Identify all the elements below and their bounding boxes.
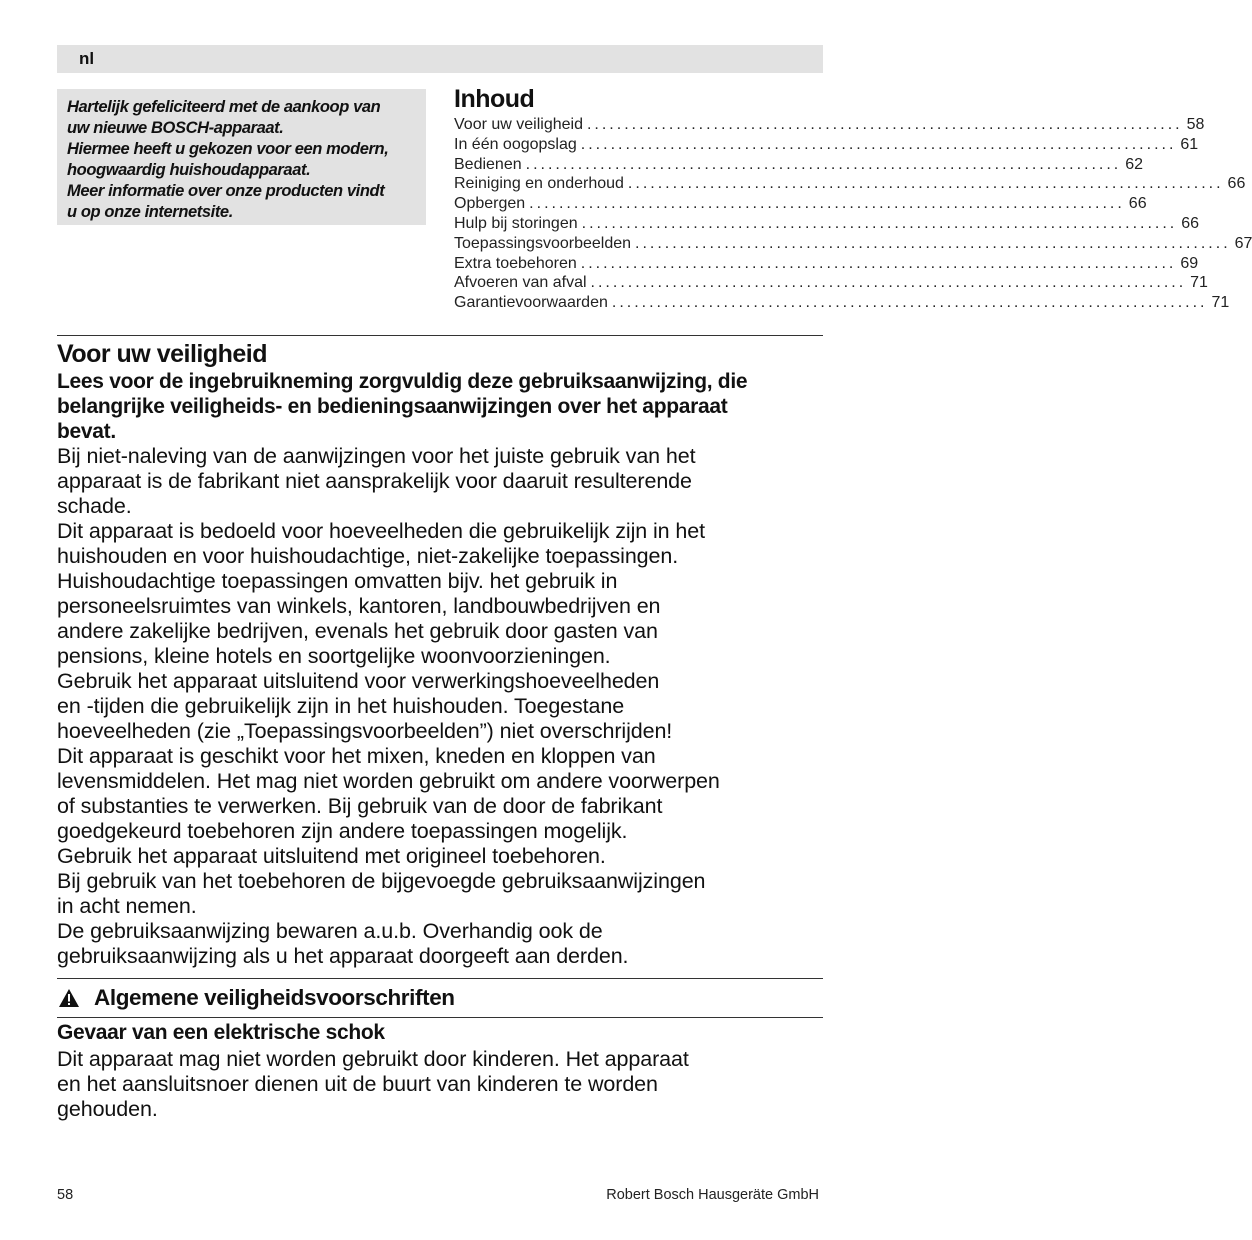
body-line: levensmiddelen. Het mag niet worden gebruikt om andere voorwerpen xyxy=(57,769,720,793)
intro-box xyxy=(57,89,426,225)
divider xyxy=(57,978,823,979)
toc-dot-leader: ................................................................................ xyxy=(525,155,1122,173)
toc-list xyxy=(454,115,1252,313)
toc-item-label: In één oogopslag xyxy=(454,135,577,153)
toc-dot-leader: ................................................................................ xyxy=(611,294,1208,312)
intro-line: hoogwaardig huishoudapparaat. xyxy=(67,161,311,179)
table-of-contents xyxy=(454,84,1252,313)
body-line: en het aansluitsnoer dienen uit de buurt van kinderen te worden xyxy=(57,1072,658,1096)
lead-line: Lees voor de ingebruikneming zorgvuldig deze gebruiksaanwijzing, die xyxy=(57,370,748,393)
body-line: Dit apparaat is geschikt voor het mixen, kneden en kloppen van xyxy=(57,744,656,768)
toc-item-label: Opbergen xyxy=(454,195,526,213)
toc-item-label: Voor uw veiligheid xyxy=(454,116,583,133)
toc-item-label: Hulp bij storingen xyxy=(454,214,578,232)
toc-item-label: Extra toebehoren xyxy=(454,254,577,272)
lead-line: belangrijke veiligheids- en bedieningsaanwijzingen over het apparaat xyxy=(57,395,728,418)
body-line: Gebruik het apparaat uitsluitend met origineel toebehoren. xyxy=(57,844,606,868)
toc-item xyxy=(454,234,1252,254)
toc-dot-leader: ................................................................................ xyxy=(635,234,1231,252)
toc-item-label: Bedienen xyxy=(454,155,522,173)
body-line: en -tijden die gebruikelijk zijn in het huishouden. Toegestane xyxy=(57,694,625,718)
toc-dot-leader: ................................................................................ xyxy=(580,135,1177,153)
section-title: Voor uw veiligheid xyxy=(57,340,268,368)
warning-icon xyxy=(58,988,80,1008)
toc-item-page: 66 xyxy=(1181,214,1200,232)
toc-item-page: 71 xyxy=(1190,274,1208,292)
body-line: Bij niet-naleving van de aanwijzingen voor het juiste gebruik van het xyxy=(57,444,696,468)
toc-item-page: 62 xyxy=(1125,155,1144,173)
toc-item-label: Afvoeren van afval xyxy=(454,274,587,292)
warning-heading xyxy=(57,984,823,1012)
toc-item-page: 66 xyxy=(1128,195,1147,213)
body-line: pensions, kleine hotels en soortgelijke woonvoorzieningen. xyxy=(57,644,611,668)
toc-item xyxy=(454,155,1144,175)
toc-item-label: Reiniging en onderhoud xyxy=(454,175,624,193)
general-section xyxy=(57,984,823,1012)
body-line: huishouden en voor huishoudachtige, niet-zakelijke toepassingen. xyxy=(57,544,679,568)
body-line: goedgekeurd toebehoren zijn andere toepassingen mogelijk. xyxy=(57,819,628,843)
toc-dot-leader: ................................................................................ xyxy=(627,175,1224,193)
body-line: gebruiksaanwijzing als u het apparaat doorgeeft aan derden. xyxy=(57,944,629,968)
toc-dot-leader: ................................................................................ xyxy=(581,214,1178,232)
intro-line: Hiermee heeft u gekozen voor een modern, xyxy=(67,140,389,158)
body-line: personeelsruimtes van winkels, kantoren, landbouwbedrijven en xyxy=(57,594,661,618)
body-line: of substanties te verwerken. Bij gebruik van de door de fabrikant xyxy=(57,794,663,818)
toc-dot-leader: ................................................................................ xyxy=(529,195,1125,213)
body-line: gehouden. xyxy=(57,1097,158,1121)
toc-title: Inhoud xyxy=(454,85,535,113)
toc-item-page: 61 xyxy=(1180,135,1199,153)
intro-line: u op onze internetsite. xyxy=(67,203,233,221)
page-footer xyxy=(57,1187,823,1207)
safety-body xyxy=(57,444,823,969)
body-line: Dit apparaat mag niet worden gebruikt door kinderen. Het apparaat xyxy=(57,1047,689,1071)
warning-title-text: Algemene veiligheidsvoorschriften xyxy=(94,985,455,1010)
body-line: Huishoudachtige toepassingen omvatten bijv. het gebruik in xyxy=(57,569,618,593)
body-line: Dit apparaat is bedoeld voor hoeveelheden die gebruikelijk zijn in het xyxy=(57,519,705,543)
toc-item xyxy=(454,214,1200,234)
toc-item xyxy=(454,194,1147,214)
toc-dot-leader: ................................................................................ xyxy=(586,116,1183,133)
body-line: in acht nemen. xyxy=(57,894,197,918)
body-line: Gebruik het apparaat uitsluitend voor verwerkingshoeveelheden xyxy=(57,669,660,693)
body-line: Bij gebruik van het toebehoren de bijgevoegde gebruiksaanwijzingen xyxy=(57,869,706,893)
toc-item-label: Garantievoorwaarden xyxy=(454,294,608,312)
toc-item-page: 71 xyxy=(1211,294,1230,312)
page-number: 58 xyxy=(57,1187,74,1203)
body-line: andere zakelijke bedrijven, evenals het gebruik door gasten van xyxy=(57,619,658,643)
safety-section xyxy=(57,341,823,969)
toc-dot-leader: ................................................................................ xyxy=(580,254,1177,272)
toc-item-label: Toepassingsvoorbeelden xyxy=(454,234,632,252)
toc-dot-leader: ................................................................................ xyxy=(590,274,1187,292)
body-line: De gebruiksaanwijzing bewaren a.u.b. Overhandig ook de xyxy=(57,919,603,943)
divider xyxy=(57,1017,823,1018)
toc-item xyxy=(454,293,1230,313)
toc-item xyxy=(454,174,1246,194)
toc-item-page: 58 xyxy=(1186,116,1205,133)
toc-item xyxy=(454,115,1205,135)
body-line: hoeveelheden (zie „Toepassingsvoorbeelden”) niet overschrijden! xyxy=(57,719,673,743)
language-bar xyxy=(57,45,823,73)
toc-item xyxy=(454,135,1199,155)
divider xyxy=(57,335,823,336)
intro-line: Meer informatie over onze producten vindt xyxy=(67,182,385,200)
intro-line: Hartelijk gefeliciteerd met de aankoop van xyxy=(67,98,381,116)
company-name: Robert Bosch Hausgeräte GmbH xyxy=(606,1187,819,1203)
toc-item-page: 67 xyxy=(1234,234,1252,252)
language-code: nl xyxy=(79,49,95,68)
toc-item-page: 69 xyxy=(1180,254,1199,272)
toc-item xyxy=(454,254,1199,274)
body-line: apparaat is de fabrikant niet aansprakelijk voor daaruit resulterende xyxy=(57,469,692,493)
subsection-title: Gevaar van een elektrische schok xyxy=(57,1021,385,1044)
body-line: schade. xyxy=(57,494,132,518)
lead-line: bevat. xyxy=(57,420,116,443)
shock-section xyxy=(57,1021,823,1122)
toc-item-page: 66 xyxy=(1227,175,1246,193)
toc-item xyxy=(454,273,1208,293)
intro-line: uw nieuwe BOSCH-apparaat. xyxy=(67,119,284,137)
